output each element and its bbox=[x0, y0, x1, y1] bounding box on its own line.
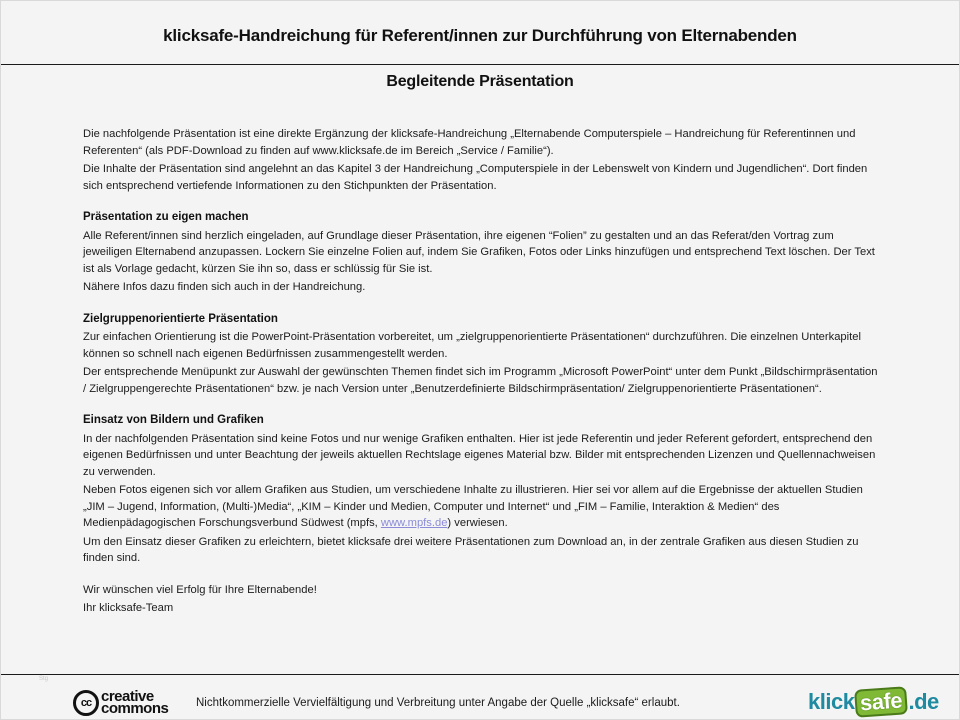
page-subtitle: Begleitende Präsentation bbox=[386, 73, 574, 90]
closing-wish: Wir wünschen viel Erfolg für Ihre Elternabende! bbox=[83, 583, 317, 596]
closing bbox=[83, 582, 883, 617]
klicksafe-logo bbox=[808, 686, 939, 718]
page-title: klicksafe-Handreichung für Referent/innen zur Durchführung von Elternabenden bbox=[163, 26, 797, 45]
section-heading: Einsatz von Bildern und Grafiken bbox=[83, 414, 264, 426]
mpfs-link[interactable]: www.mpfs.de bbox=[380, 517, 448, 529]
header-divider bbox=[1, 64, 959, 65]
closing-signature: Ihr klicksafe-Team bbox=[83, 602, 174, 614]
license-text: Nichtkommerzielle Vervielfältigung und Verbreitung unter Angabe der Quelle „klicksafe“ erlaubt. bbox=[196, 697, 680, 709]
section-paragraph: Nähere Infos dazu finden sich auch in der Handreichung. bbox=[83, 281, 366, 293]
intro-paragraph-2: Die Inhalte der Präsentation sind angelehnt an das Kapitel 3 der Handreichung „Computerspiele in der Lebenswelt von Kindern und Jugendlichen“. Dort finden sich entsprechend vertiefende Informationen zu den Stichpunkten der Präsentation. bbox=[83, 163, 868, 192]
paragraph-text: Neben Fotos eigenen sich vor allem Grafiken aus Studien, um verschiedene Inhalte zu illustrieren. Hier sei vor allem auf die Ergebnisse der aktuellen Studien „JIM – Jugend, Information, (Multi-)Media“, „KIM – Kinder und Medien, Computer und Internet“ und „FIM – Familie, Interaktion & Medien“ des Medienpädagogischen Forschungsverbund Südwest (mpfs, bbox=[83, 484, 863, 529]
section-heading: Zielgruppenorientierte Präsentation bbox=[83, 312, 278, 325]
section-paragraph: Alle Referent/innen sind herzlich eingeladen, auf Grundlage dieser Präsentation, ihre eigenen “Folien” zu gestalten und an das Referat/den Vortrag zum jeweiligen Elternabend anzupassen. Lockern Sie einzelne Folien auf, indem Sie Grafiken, Fotos oder Links hinzufügen und entsprechend Text löschen. Der Text ist als Vorlage gedacht, kürzen Sie ihn so, dass er schlüssig für Sie ist. bbox=[83, 229, 875, 275]
intro-paragraph-1: Die nachfolgende Präsentation ist eine direkte Ergänzung der klicksafe-Handreichung „Elternabende Computerspiele – Handreichung für Referentinnen und Referenten“ (als PDF-Download zu finden auf www.klicksafe.de im Bereich „Service / Familie“). bbox=[83, 128, 856, 157]
cc-icon: cc bbox=[73, 690, 99, 716]
footer-divider bbox=[1, 674, 959, 675]
section-paragraph: In der nachfolgenden Präsentation sind keine Fotos und nur wenige Grafiken enthalten. Hier ist jede Referentin und jeder Referent gefordert, entsprechend den eigenen Bedürfnissen und unter Beachtung der jeweils aktuellen Rechtslage eigenes Material bzw. Bilder mit entsprechenden Lizenzen und Quellennachweisen zu verwenden. bbox=[83, 432, 876, 478]
section-paragraph: Der entsprechende Menüpunkt zur Auswahl der gewünschten Themen findet sich im Programm „Microsoft PowerPoint“ unter dem Punkt „Bildschirmpräsentation / Zielgruppengerechte Präsentationen“ bzw. je nach Version unter „Benutzerdefinierte Bildschirmpräsentation/ Zielgruppenorientierte Präsentationen“. bbox=[83, 366, 878, 395]
section-target-group bbox=[83, 311, 883, 398]
creative-commons-logo bbox=[73, 688, 168, 718]
page-note: Stg bbox=[39, 676, 49, 682]
document-body bbox=[83, 126, 883, 632]
cc-wordmark: creative commons bbox=[101, 688, 169, 717]
section-paragraph: Um den Einsatz dieser Grafiken zu erleichtern, bietet klicksafe drei weitere Präsentationen zum Download an, in der zentrale Grafiken aus diesen Studien zu finden sind. bbox=[83, 535, 859, 564]
section-images bbox=[83, 412, 883, 567]
logo-text: .de bbox=[908, 689, 939, 714]
section-customize bbox=[83, 209, 883, 296]
section-paragraph: Zur einfachen Orientierung ist die PowerPoint-Präsentation vorbereitet, um „zielgruppenorientierte Präsentationen“ durchzuführen. Die einzelnen Unterkapitel können so schnell nach eigenen Bedürfnissen zusammengestellt werden. bbox=[83, 331, 861, 360]
logo-text: klick bbox=[808, 689, 855, 714]
section-heading: Präsentation zu eigen machen bbox=[83, 211, 249, 223]
intro-section bbox=[83, 126, 883, 194]
paragraph-text: ) verwiesen. bbox=[447, 517, 508, 529]
section-paragraph bbox=[83, 482, 883, 532]
logo-badge: safe bbox=[855, 686, 909, 718]
